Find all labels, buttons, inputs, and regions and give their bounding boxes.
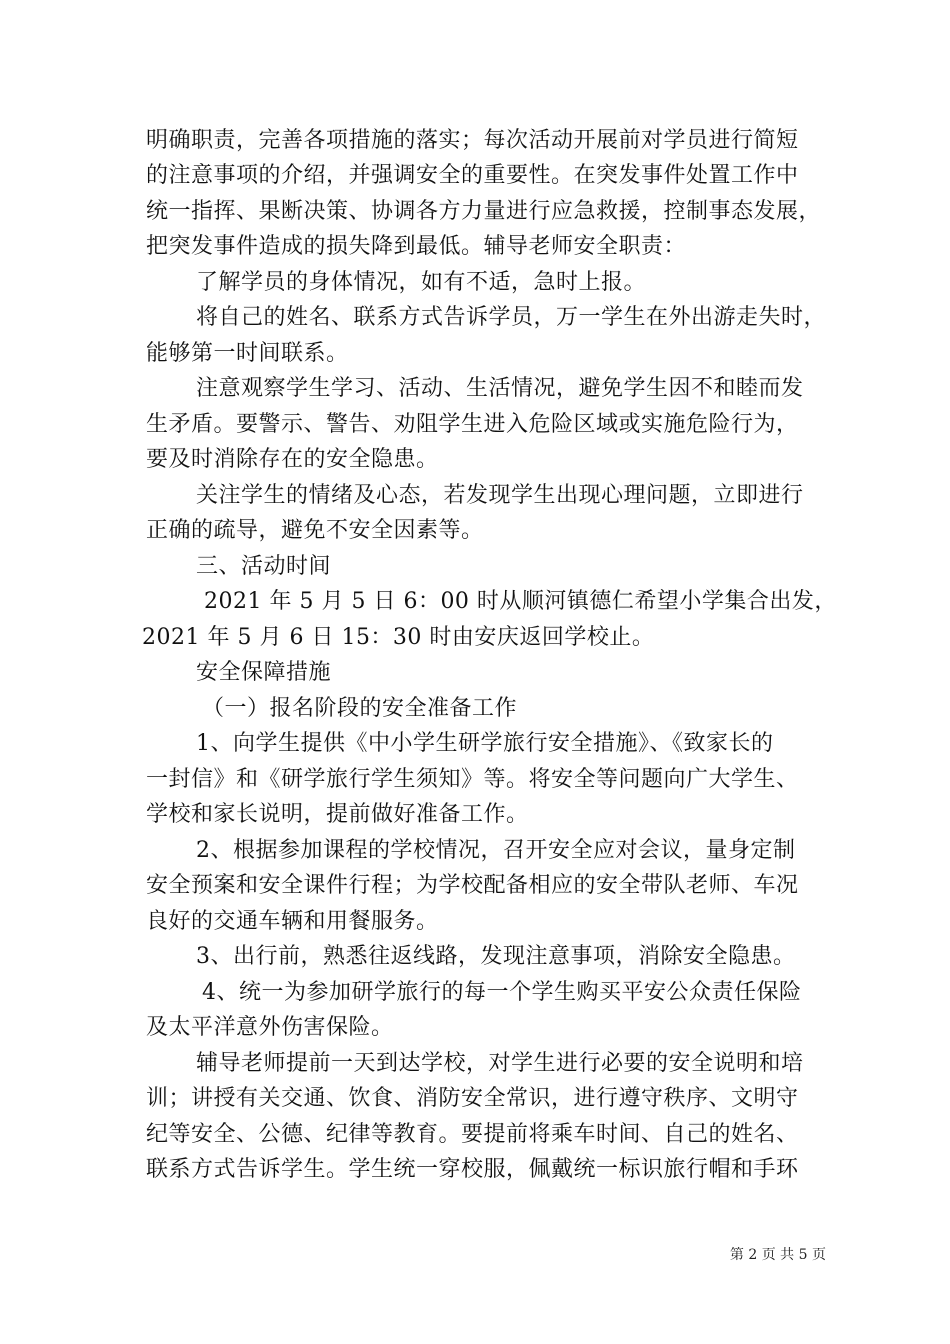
text-line: 了解学员的身体情况，如有不适，急时上报。 [196,270,647,295]
text-line: 正确的疏导，避免不安全因素等。 [146,518,484,543]
text-line: 把突发事件造成的损失降到最低。辅导老师安全职责： [146,234,687,259]
text-line: 要及时消除存在的安全隐患。 [146,447,439,472]
text-line: 注意观察学生学习、活动、生活情况，避免学生因不和睦而发 [196,376,804,401]
subsection-heading: （一）报名阶段的安全准备工作 [202,696,518,721]
text-line: 一封信》和《研学旅行学生须知》等。将安全等问题向广大学生、 [146,767,799,792]
text-line: 3、出行前，熟悉往返线路，发现注意事项，消除安全隐患。 [196,944,796,969]
page-number: 第 2 页 共 5 页 [729,1247,826,1263]
text-line: 将自己的姓名、联系方式告诉学员，万一学生在外出游走失时， [196,305,827,330]
text-line: 明确职责，完善各项措施的落实；每次活动开展前对学员进行简短 [146,128,799,153]
text-line: 纪等安全、公德、纪律等教育。要提前将乘车时间、自己的姓名、 [146,1122,799,1147]
text-line: 及太平洋意外伤害保险。 [146,1015,394,1040]
text-line: 联系方式告诉学生。学生统一穿校服，佩戴统一标识旅行帽和手环 [146,1157,799,1182]
text-line: 2、根据参加课程的学校情况，召开安全应对会议，量身定制 [196,838,796,863]
section-heading: 三、活动时间 [196,554,332,579]
text-line: 关注学生的情绪及心态，若发现学生出现心理问题，立即进行 [196,483,804,508]
section-heading: 安全保障措施 [196,660,332,685]
text-line: 良好的交通车辆和用餐服务。 [146,909,439,934]
text-line: 4、统一为参加研学旅行的每一个学生购买平安公众责任保险 [202,980,802,1005]
text-line: 2021 年 5 月 6 日 15：30 时由安庆返回学校止。 [142,625,655,650]
text-line: 的注意事项的介绍，并强调安全的重要性。在突发事件处置工作中 [146,163,799,188]
text-line: 辅导老师提前一天到达学校，对学生进行必要的安全说明和培 [196,1051,804,1076]
text-line: 训；讲授有关交通、饮食、消防安全常识，进行遵守秩序、文明守 [146,1086,799,1111]
text-line: 统一指挥、果断决策、协调各方力量进行应急救援，控制事态发展， [146,199,822,224]
text-line: 学校和家长说明，提前做好准备工作。 [146,802,529,827]
text-line: 能够第一时间联系。 [146,341,349,366]
text-line: 安全预案和安全课件行程；为学校配备相应的安全带队老师、车况 [146,873,799,898]
text-line: 2021 年 5 月 5 日 6：00 时从顺河镇德仁希望小学集合出发， [204,589,837,614]
text-line: 生矛盾。要警示、警告、劝阻学生进入危险区域或实施危险行为， [146,412,799,437]
text-line: 1、向学生提供《中小学生研学旅行安全措施》、《致家长的 [196,731,774,756]
